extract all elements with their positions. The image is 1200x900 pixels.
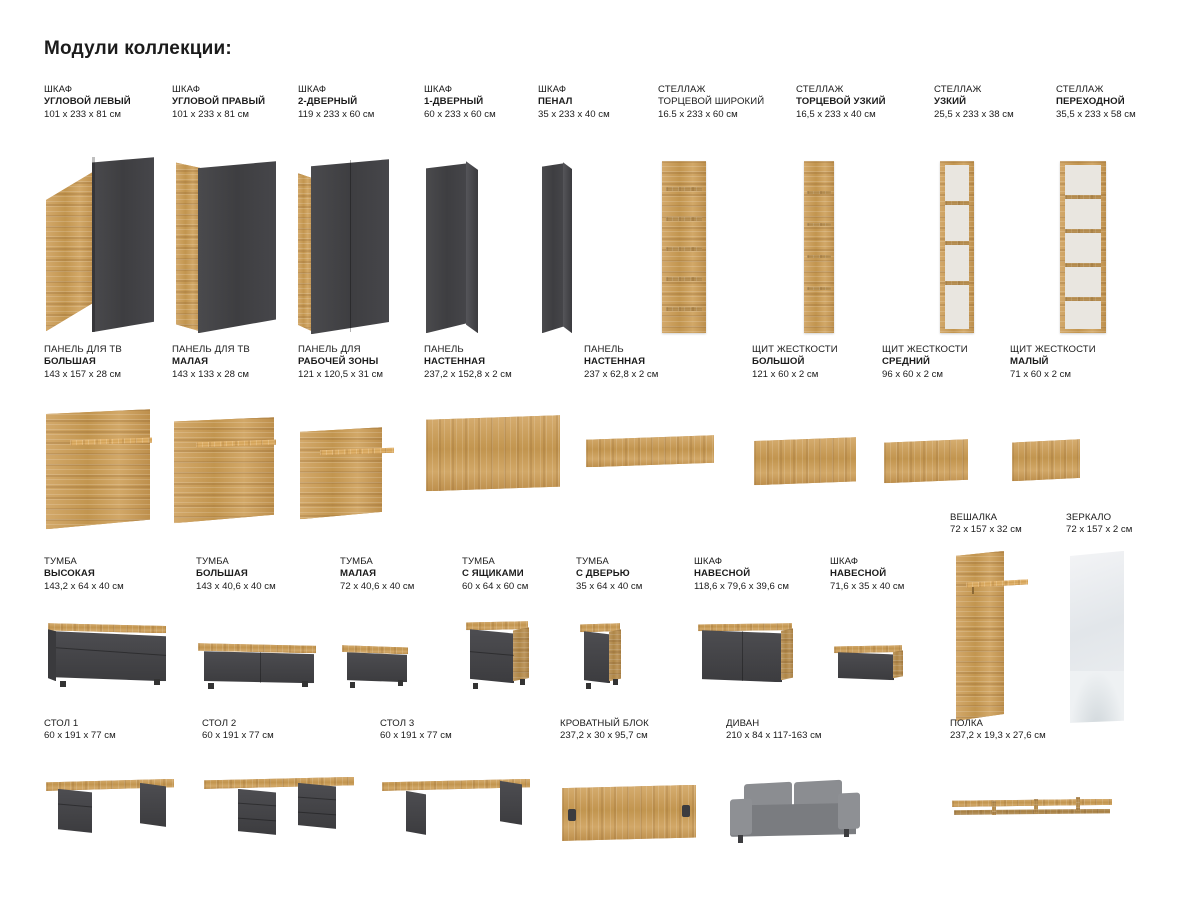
item-shkaf-navesnoy-bolshoy	[694, 556, 824, 717]
item-stol-2	[202, 718, 372, 869]
item-image	[424, 391, 584, 551]
item-stellazh-tortsevoy-shirokiy	[658, 84, 788, 329]
item-veshalka	[950, 512, 1060, 731]
item-panel-dlya-tv-malaya	[172, 344, 302, 551]
item-caption: ЩИТ ЖЕСТКОСТИ БОЛЬШОЙ 121 x 60 x 2 см	[752, 344, 838, 380]
item-caption: ПАНЕЛЬ НАСТЕННАЯ 237 x 62,8 x 2 см	[584, 344, 659, 380]
item-caption: ПАНЕЛЬ ДЛЯ ТВ МАЛАЯ 143 x 133 x 28 см	[172, 344, 250, 380]
item-image	[44, 391, 174, 551]
item-caption: ЗЕРКАЛО 72 x 157 x 2 см	[1066, 512, 1133, 536]
item-divan	[726, 718, 896, 869]
item-image	[1066, 551, 1186, 731]
item-panel-dlya-rabochey-zony	[298, 344, 428, 551]
item-image	[658, 129, 788, 329]
item-image	[538, 129, 648, 329]
item-caption: ТУМБА МАЛАЯ 72 x 40,6 x 40 см	[340, 556, 415, 592]
item-image	[462, 607, 582, 717]
item-caption: ШКАФ НАВЕСНОЙ 71,6 x 35 x 40 см	[830, 556, 905, 592]
item-panel-nastennaya-malaya	[584, 344, 744, 551]
item-shkaf-navesnoy-malyy	[830, 556, 950, 717]
item-shkaf-2-dvernyy	[298, 84, 428, 329]
item-image	[172, 129, 302, 329]
item-caption: СТЕЛЛАЖ УЗКИЙ 25,5 x 233 x 38 см	[934, 84, 1014, 120]
item-caption: ПАНЕЛЬ ДЛЯ ТВ БОЛЬШАЯ 143 x 157 x 28 см	[44, 344, 122, 380]
item-shchit-zhestkosti-bolshoy	[752, 344, 882, 551]
item-panel-dlya-tv-bolshaya	[44, 344, 174, 551]
item-polka	[950, 718, 1150, 869]
item-zerkalo	[1066, 512, 1186, 731]
item-tumba-s-yashchikami	[462, 556, 582, 717]
item-image	[830, 607, 950, 717]
item-stol-3	[380, 718, 550, 869]
item-image	[298, 391, 428, 551]
item-shkaf-penal	[538, 84, 648, 329]
page-title: Модули коллекции:	[44, 38, 232, 59]
item-image	[694, 607, 824, 717]
item-caption: ШКАФ ПЕНАЛ 35 x 233 x 40 см	[538, 84, 610, 120]
item-image	[576, 607, 696, 717]
item-stellazh-uzkiy	[934, 84, 1054, 329]
item-caption: КРОВАТНЫЙ БЛОК 237,2 x 30 x 95,7 см	[560, 718, 649, 742]
item-image	[340, 607, 460, 717]
item-image	[726, 759, 896, 869]
item-image	[752, 391, 882, 551]
item-caption: ШКАФ УГЛОВОЙ ЛЕВЫЙ 101 x 233 x 81 см	[44, 84, 131, 120]
item-caption: ПОЛКА 237,2 x 19,3 x 27,6 см	[950, 718, 1046, 742]
item-panel-nastennaya-bolshaya	[424, 344, 584, 551]
item-caption: ПАНЕЛЬ ДЛЯ РАБОЧЕЙ ЗОНЫ 121 x 120,5 x 31 см	[298, 344, 383, 380]
item-caption: СТЕЛЛАЖ ТОРЦЕВОЙ УЗКИЙ 16,5 x 233 x 40 см	[796, 84, 886, 120]
item-image	[196, 607, 336, 717]
item-caption: ПАНЕЛЬ НАСТЕННАЯ 237,2 x 152,8 x 2 см	[424, 344, 512, 380]
item-stol-1	[44, 718, 194, 869]
item-shkaf-uglovoy-pravyy	[172, 84, 302, 329]
item-image	[950, 551, 1060, 731]
item-image	[202, 759, 372, 869]
item-image	[584, 391, 744, 551]
item-caption: СТОЛ 2 60 x 191 x 77 см	[202, 718, 274, 742]
item-image	[172, 391, 302, 551]
item-caption: СТОЛ 3 60 x 191 x 77 см	[380, 718, 452, 742]
item-image	[560, 759, 710, 869]
item-image	[950, 759, 1150, 869]
item-image	[1056, 129, 1186, 329]
item-image	[298, 129, 428, 329]
item-caption: ВЕШАЛКА 72 x 157 x 32 см	[950, 512, 1022, 536]
item-caption: ШКАФ 1-ДВЕРНЫЙ 60 x 233 x 60 см	[424, 84, 496, 120]
item-image	[44, 607, 184, 717]
item-caption: СТЕЛЛАЖ ПЕРЕХОДНОЙ 35,5 x 233 x 58 см	[1056, 84, 1136, 120]
item-tumba-malaya	[340, 556, 460, 717]
item-caption: ЩИТ ЖЕСТКОСТИ СРЕДНИЙ 96 x 60 x 2 см	[882, 344, 968, 380]
item-stellazh-perekhodnoy	[1056, 84, 1186, 329]
item-caption: ТУМБА БОЛЬШАЯ 143 x 40,6 x 40 см	[196, 556, 276, 592]
item-image	[934, 129, 1054, 329]
item-image	[44, 129, 174, 329]
item-caption: ТУМБА С ДВЕРЬЮ 35 x 64 x 40 см	[576, 556, 643, 592]
item-tumba-s-dveryu	[576, 556, 696, 717]
item-caption: ШКАФ 2-ДВЕРНЫЙ 119 x 233 x 60 см	[298, 84, 375, 120]
item-image	[424, 129, 544, 329]
item-image	[796, 129, 926, 329]
item-tumba-vysokaya	[44, 556, 184, 717]
item-stellazh-tortsevoy-uzkiy	[796, 84, 926, 329]
item-caption: ТУМБА ВЫСОКАЯ 143,2 x 64 x 40 см	[44, 556, 124, 592]
item-image	[380, 759, 550, 869]
item-caption: ДИВАН 210 x 84 x 117-163 см	[726, 718, 822, 742]
item-krovatnyy-blok	[560, 718, 710, 869]
item-tumba-bolshaya	[196, 556, 336, 717]
item-caption: СТОЛ 1 60 x 191 x 77 см	[44, 718, 116, 742]
item-caption: СТЕЛЛАЖ ТОРЦЕВОЙ ШИРОКИЙ 16.5 x 233 x 60 см	[658, 84, 765, 120]
item-caption: ЩИТ ЖЕСТКОСТИ МАЛЫЙ 71 x 60 x 2 см	[1010, 344, 1096, 380]
item-caption: ШКАФ УГЛОВОЙ ПРАВЫЙ 101 x 233 x 81 см	[172, 84, 266, 120]
item-caption: ШКАФ НАВЕСНОЙ 118,6 x 79,6 x 39,6 см	[694, 556, 789, 592]
item-shkaf-1-dvernyy	[424, 84, 544, 329]
item-caption: ТУМБА С ЯЩИКАМИ 60 x 64 x 60 см	[462, 556, 529, 592]
item-image	[44, 759, 194, 869]
item-shkaf-uglovoy-levyy	[44, 84, 174, 329]
